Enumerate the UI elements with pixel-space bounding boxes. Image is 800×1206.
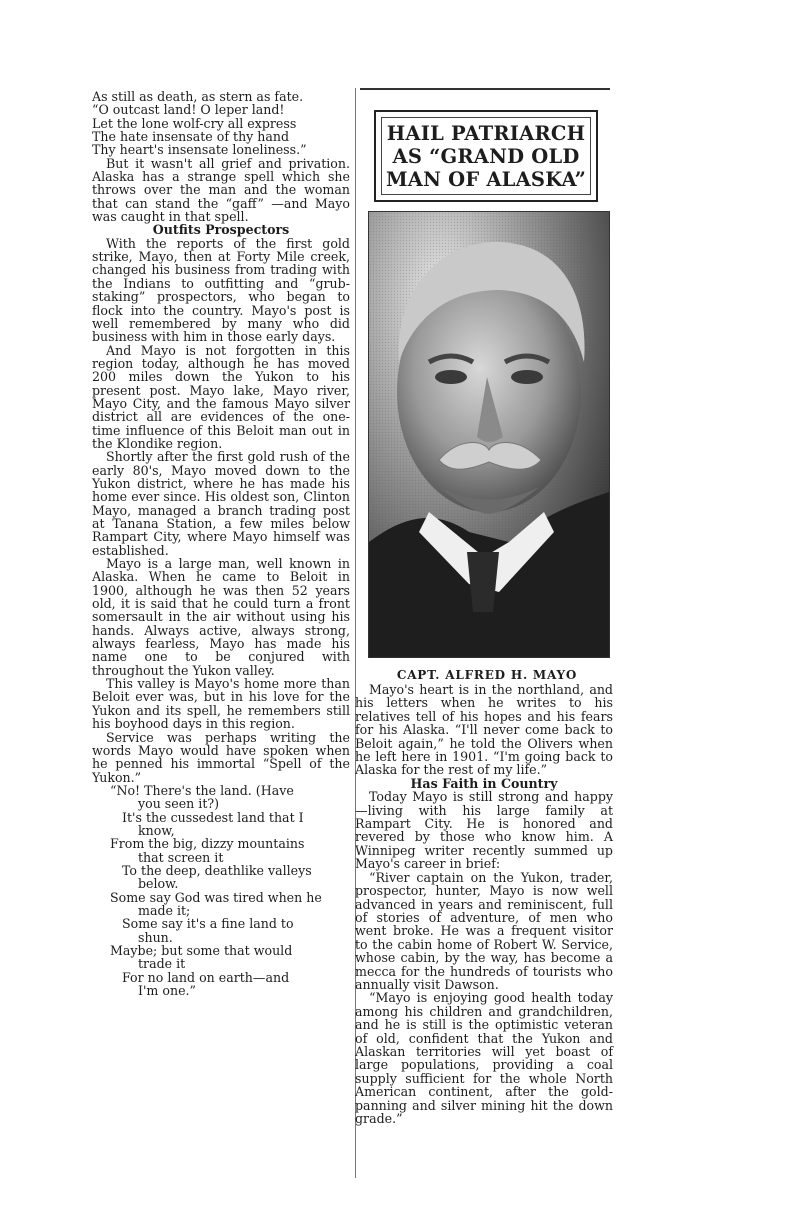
- poem-line: trade it: [138, 956, 186, 972]
- poem-line: “O outcast land! O leper land!: [92, 102, 285, 118]
- portrait-illustration: [369, 212, 609, 657]
- poem-line: The hate insensate of thy hand: [92, 129, 290, 145]
- poem-excerpt-spell-of-the-yukon: [92, 784, 350, 998]
- paragraph: Today Mayo is still strong and happy—living with his large family at Rampart City. He is honored and revered by those who know him. A Winnipeg writer recently summed up Mayo's career in brief:: [355, 789, 613, 872]
- paragraph: “Mayo is enjoying good health today among his children and grandchildren, and he is still is the optimistic veteran of old, confident that the Yukon and Alaskan territories will yet boast of large populations, providing a coal supply sufficient for the whole North American continent, after the gold-panning and silver mining hit the down grade.”: [355, 990, 613, 1126]
- paragraph: “River captain on the Yukon, trader, prospector, hunter, Mayo is now well advanced in years and reminiscent, full of stories of adventure, of men who went broke. He was a frequent visitor to the cabin home of Robert W. Service, whose cabin, by the way, has become a mecca for the hundreds of tourists who annually visit Dawson.: [355, 869, 613, 992]
- poem-line: I'm one.”: [138, 983, 196, 999]
- paragraph: Shortly after the first gold rush of the early 80's, Mayo moved down to the Yukon district, where he has made his home ever since. His oldest son, Clinton Mayo, managed a branch trading post at Tanana Station, a few miles below Rampart City, where Mayo himself was established.: [92, 449, 350, 558]
- headline-line: AS “GRAND OLD: [392, 144, 580, 168]
- paragraph: Service was perhaps writing the words Mayo would have spoken when he penned his immortal “Spell of the Yukon.”: [92, 729, 350, 785]
- poem-line: shun.: [138, 929, 173, 945]
- photo-caption: CAPT. ALFRED H. MAYO: [396, 668, 578, 682]
- poem-line: Let the lone wolf-cry all express: [92, 115, 297, 131]
- poem-line: Some say God was tired when he: [110, 889, 322, 905]
- poem-line: Some say it's a fine land to: [122, 916, 294, 932]
- paragraph: This valley is Mayo's home more than Beloit ever was, but in his love for the Yukon and its spell, he remembers still his boyhood days in this region.: [92, 676, 350, 732]
- subheading-has-faith-in-country: Has Faith in Country: [410, 775, 558, 791]
- left-column: [92, 90, 350, 997]
- poem-line: you seen it?): [138, 796, 220, 812]
- paragraph: But it wasn't all grief and privation. Alaska has a strange spell which she throws over the man and the woman that can stand the “gaff” —and Mayo was caught in that spell.: [92, 155, 350, 225]
- poem-excerpt-1: [92, 90, 350, 157]
- portrait-photo: [368, 211, 610, 658]
- poem-line: Thy heart's insensate loneliness.”: [92, 142, 307, 158]
- poem-line: For no land on earth—and: [122, 969, 290, 985]
- poem-line: below.: [138, 876, 179, 892]
- poem-line: It's the cussedest land that I: [122, 809, 304, 825]
- poem-line: Maybe; but some that would: [110, 943, 293, 958]
- paragraph: Mayo's heart is in the northland, and his letters when he writes to his relatives tell of his hopes and his fears for his Alaska. “I'll never come back to Beloit again,” he told the Olivers when he left here in 1901. “I'm going back to Alaska for the rest of my life.”: [355, 682, 613, 778]
- poem-line: As still as death, as stern as fate.: [92, 89, 304, 104]
- poem-line: From the big, dizzy mountains: [110, 836, 305, 852]
- poem-line: that screen it: [138, 849, 224, 865]
- headline-line: MAN OF ALASKA”: [386, 167, 586, 191]
- right-column: [355, 683, 613, 1125]
- paragraph: Mayo is a large man, well known in Alaska. When he came to Beloit in 1900, although he was then 52 years old, it is said that he could turn a front somersault in the air without using his hands. Always active, always strong, always fearless, Mayo has made his name one to be conjured with throughout the Yukon valley.: [92, 556, 350, 678]
- poem-line: “No! There's the land. (Have: [110, 782, 294, 798]
- headline: [381, 117, 591, 195]
- poem-line: know,: [138, 822, 175, 838]
- subheading-outfits-prospectors: Outfits Prospectors: [152, 222, 290, 238]
- headline-line: HAIL PATRIARCH: [386, 121, 586, 145]
- column-top-rule: [360, 88, 610, 90]
- poem-line: made it;: [138, 902, 191, 918]
- poem-line: To the deep, deathlike valleys: [122, 862, 312, 878]
- headline-box: [374, 110, 598, 202]
- paragraph: And Mayo is not forgotten in this region today, although he has moved 200 miles down the Yukon to his present post. Mayo lake, Mayo river, Mayo City, and the famous Mayo silver district all are evidences of the one-time influence of this Beloit man out in the Klondike region.: [92, 342, 350, 451]
- paragraph: With the reports of the first gold strike, Mayo, then at Forty Mile creek, changed his business from trading with the Indians to outfitting and “grub-staking” prospectors, who began to flock into the country. Mayo's post is well remembered by many who did business with him in those early days.: [92, 235, 350, 345]
